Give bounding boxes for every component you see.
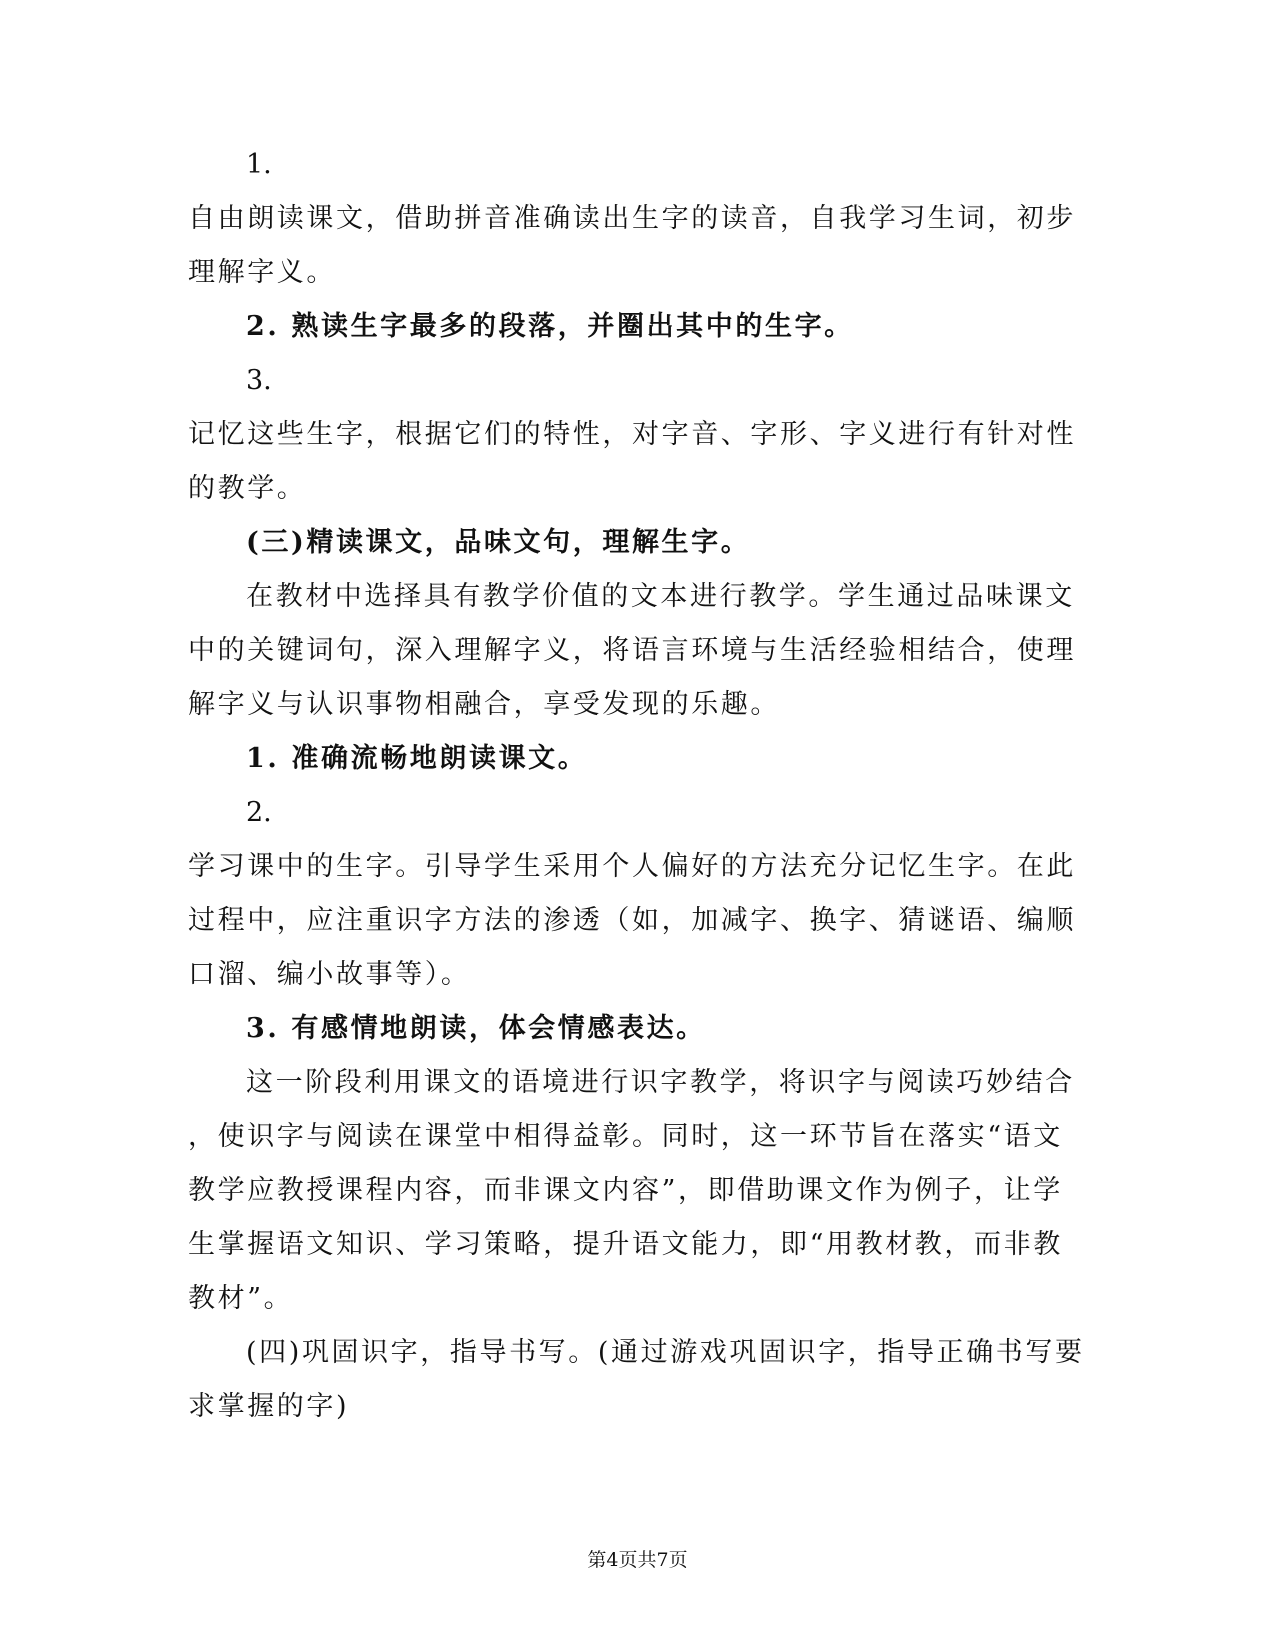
paragraph-line: 记忆这些生字，根据它们的特性，对字音、字形、字义进行有针对性 — [188, 419, 1076, 450]
paragraph-line: 这一阶段利用课文的语境进行识字教学，将识字与阅读巧妙结合 — [246, 1067, 1075, 1098]
paragraph-line: 教学应教授课程内容，而非课文内容”，即借助课文作为例子，让学 — [188, 1175, 1063, 1206]
paragraph-line: 学习课中的生字。引导学生采用个人偏好的方法充分记忆生字。在此 — [188, 851, 1076, 882]
section-heading-4: (四)巩固识字，指导书写。(通过游戏巩固识字，指导正确书写要 — [246, 1337, 1085, 1368]
paragraph-line: 求掌握的字) — [188, 1391, 350, 1422]
paragraph-line: 中的关键词句，深入理解字义，将语言环境与生活经验相结合，使理 — [188, 635, 1076, 666]
bold-step-heading: 1. 准确流畅地朗读课文。 — [246, 743, 588, 774]
paragraph-line: 解字义与认识事物相融合，享受发现的乐趣。 — [188, 689, 780, 720]
paragraph-line: 生掌握语文知识、学习策略，提升语文能力，即“用教材教，而非教 — [188, 1229, 1063, 1260]
step-number-1: 1. — [246, 149, 272, 180]
paragraph-line: 口溜、编小故事等）。 — [188, 959, 471, 990]
page-footer: 第4页共7页 — [587, 1549, 688, 1571]
bold-step-heading: 3. 有感情地朗读，体会情感表达。 — [246, 1013, 706, 1044]
section-heading-3: (三)精读课文，品味文句，理解生字。 — [246, 527, 751, 558]
paragraph-line: 的教学。 — [188, 473, 307, 504]
paragraph-line: 理解字义。 — [188, 257, 336, 288]
bold-step-heading: 2. 熟读生字最多的段落，并圈出其中的生字。 — [246, 311, 854, 342]
paragraph-line: 过程中，应注重识字方法的渗透（如，加减字、换字、猜谜语、编顺 — [188, 905, 1076, 936]
paragraph-line: ，使识字与阅读在课堂中相得益彰。同时，这一环节旨在落实“语文 — [188, 1121, 1063, 1152]
paragraph-line: 教材”。 — [188, 1283, 294, 1314]
step-number-3: 3. — [246, 365, 272, 396]
paragraph-line: 在教材中选择具有教学价值的文本进行教学。学生通过品味课文 — [246, 581, 1075, 612]
step-number-2: 2. — [246, 797, 272, 828]
paragraph-line: 自由朗读课文，借助拼音准确读出生字的读音，自我学习生词，初步 — [188, 203, 1076, 234]
